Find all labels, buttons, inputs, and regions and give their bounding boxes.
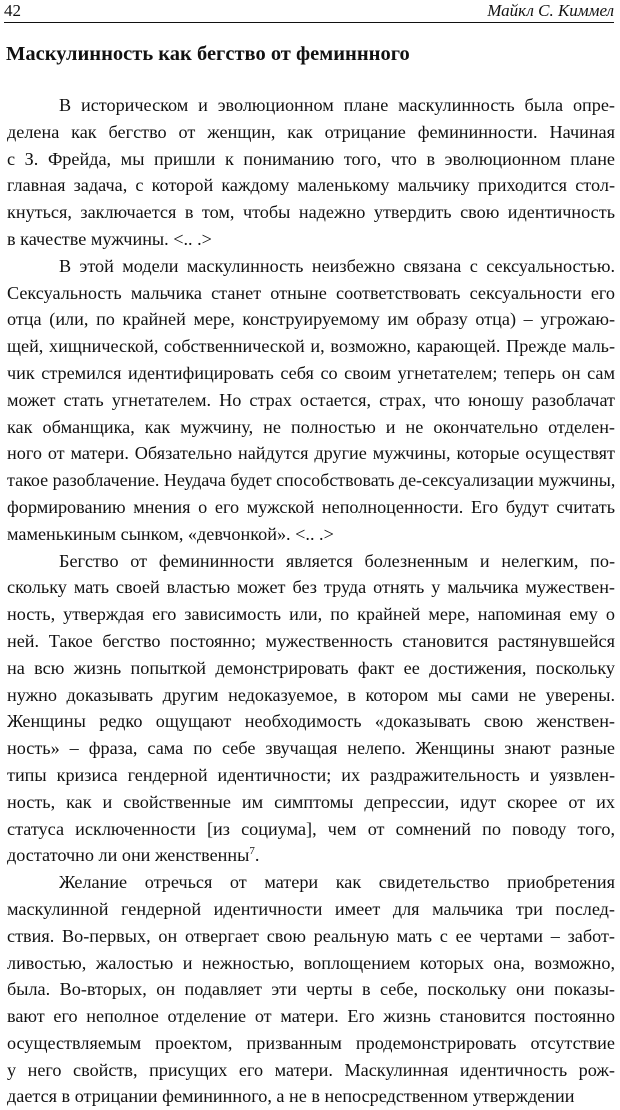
line-text: была. Во-вторых, он подавляет эти черты в себе, поскольку они показы- [7, 979, 615, 1000]
text-line [7, 869, 615, 896]
text-line [7, 816, 615, 843]
section-title: Маскулинность как бегство от феминнного [6, 43, 410, 65]
line-text: кнуться, заключается в том, чтобы надежно утвердить свою идентичность [7, 202, 615, 223]
running-title: Майкл С. Киммел [487, 1, 614, 20]
line-text: статуса исключенности [из социума], чем от сомнений по поводу того, [7, 818, 615, 839]
text-line [7, 280, 615, 307]
line-text: чик стремился идентифицировать себя со своим угнетателем; теперь он сам [7, 362, 615, 383]
text-line [7, 1057, 615, 1084]
line-text-tail: . [254, 845, 260, 866]
text-line [7, 360, 615, 387]
line-text: вают его неполное отделение от матери. Его жизнь становится постоянно [7, 1006, 615, 1027]
text-line [7, 333, 615, 360]
running-head [4, 0, 614, 22]
text-line [7, 655, 615, 682]
line-text: Бегство от фемининности является болезненным и нелегким, по- [59, 550, 615, 571]
line-text: осуществляемым проектом, призванным продемонстрировать отсутствие [7, 1032, 615, 1053]
line-text: скольку мать своей властью может без труда отнять у мальчика мужествен- [7, 577, 615, 598]
line-text: такое разоблачение. Неудача будет способствовать де-сексуализации мужчины, [7, 470, 616, 491]
text-line [7, 1030, 615, 1057]
line-text: маскулинной гендерной идентичности имеет для мальчика три послед- [7, 898, 615, 919]
line-text: ность» – фраза, сама по себе звучащая нелепо. Женщины знают разные [7, 738, 615, 759]
text-line [7, 146, 615, 173]
text-line [7, 467, 615, 494]
text-line [7, 896, 615, 923]
line-text: отца (или, по крайней мере, конструируемому им образу отца) – угрожаю- [7, 309, 615, 330]
line-text: формированию мнения о его мужской неполноценности. Его будут считать [7, 496, 615, 517]
line-text: Сексуальность мальчика станет отныне соответствовать сексуальности его [7, 282, 615, 303]
line-text: В историческом и эволюционном плане маскулинность была опре- [59, 95, 615, 115]
line-text: с З. Фрейда, мы пришли к пониманию того, что в эволюционном плане [7, 148, 615, 169]
text-line [7, 601, 615, 628]
line-text: как обманщика, как мужчину, не полностью и не окончательно отделен- [7, 416, 615, 437]
paragraph [7, 92, 615, 253]
line-text: ней. Такое бегство постоянно; мужественность становится растянувшейся [7, 630, 615, 651]
line-text: маменькиным сынком, «девчонкой». <.. .> [7, 523, 334, 544]
text-line [7, 574, 615, 601]
text-line [7, 119, 615, 146]
text-line [7, 762, 615, 789]
line-text: в качестве мужчины. <.. .> [7, 228, 212, 249]
text-line [7, 414, 615, 441]
line-text: делена как бегство от женщин, как отрицание фемининности. Начиная [7, 121, 615, 142]
text-line [7, 253, 615, 280]
line-text: ного от матери. Обязательно найдутся другие мужчины, которые осуществят [7, 443, 615, 464]
line-text: может стать угнетателем. Но страх остается, страх, что юношу разоблачат [7, 389, 615, 410]
header-rule [4, 22, 614, 23]
text-line [7, 735, 615, 762]
text-line [7, 708, 615, 735]
line-text: достаточно ли они женственны [7, 845, 250, 866]
line-text: ливостью, жалостью и нежностью, воплощением которых она, возможно, [7, 952, 615, 973]
text-line [7, 199, 615, 226]
text-line [7, 172, 615, 199]
line-text: у него свойств, присущих его матери. Маскулинная идентичность рож- [7, 1059, 615, 1080]
line-text: ность, как и свойственные им симптомы депрессии, идут скорее от их [7, 791, 615, 812]
footnote-reference[interactable]: 7 [249, 845, 255, 858]
line-text: нужно доказывать другим недоказуемое, в котором мы сами не уверены. [7, 684, 615, 705]
text-line [7, 789, 615, 816]
text-line [7, 1083, 615, 1110]
page-number: 42 [4, 1, 21, 20]
line-text: щей, хищнической, собственнической и, возможно, карающей. Прежде маль- [7, 336, 615, 357]
line-text: дается в отрицании фемининного, а не в непосредственном утверждении [7, 1086, 575, 1107]
line-text: Желание отречься от матери как свидетельство приобретения [59, 872, 615, 893]
line-text: В этой модели маскулинность неизбежно связана с сексуальностью. [59, 255, 615, 276]
text-line [7, 1003, 615, 1030]
line-text: ствия. Во-первых, он отвергает свою реальную мать с ее чертами – забот- [7, 925, 615, 946]
text-line [7, 92, 615, 119]
text-line [7, 548, 615, 575]
paragraph [7, 548, 615, 870]
body-text [7, 92, 615, 1110]
line-text: на всю жизнь попыткой демонстрировать факт ее достижения, поскольку [7, 657, 615, 678]
text-line [7, 387, 615, 414]
text-line [7, 628, 615, 655]
text-line [7, 521, 615, 548]
line-text: типы кризиса гендерной идентичности; их раздражительность и уязвлен- [7, 764, 615, 785]
text-line [7, 842, 615, 869]
text-line [7, 226, 615, 253]
paragraph [7, 869, 615, 1110]
text-line [7, 976, 615, 1003]
text-line [7, 682, 615, 709]
text-line [7, 494, 615, 521]
line-text: ность, утверждая его зависимость или, по крайней мере, напоминая ему о [7, 604, 615, 625]
text-line [7, 306, 615, 333]
text-line [7, 923, 615, 950]
text-line [7, 950, 615, 977]
line-text: главная задача, с которой каждому маленькому мальчику приходится стол- [7, 175, 615, 196]
line-text: Женщины редко ощущают необходимость «доказывать свою женствен- [7, 711, 615, 732]
text-line [7, 440, 615, 467]
paragraph [7, 253, 615, 548]
